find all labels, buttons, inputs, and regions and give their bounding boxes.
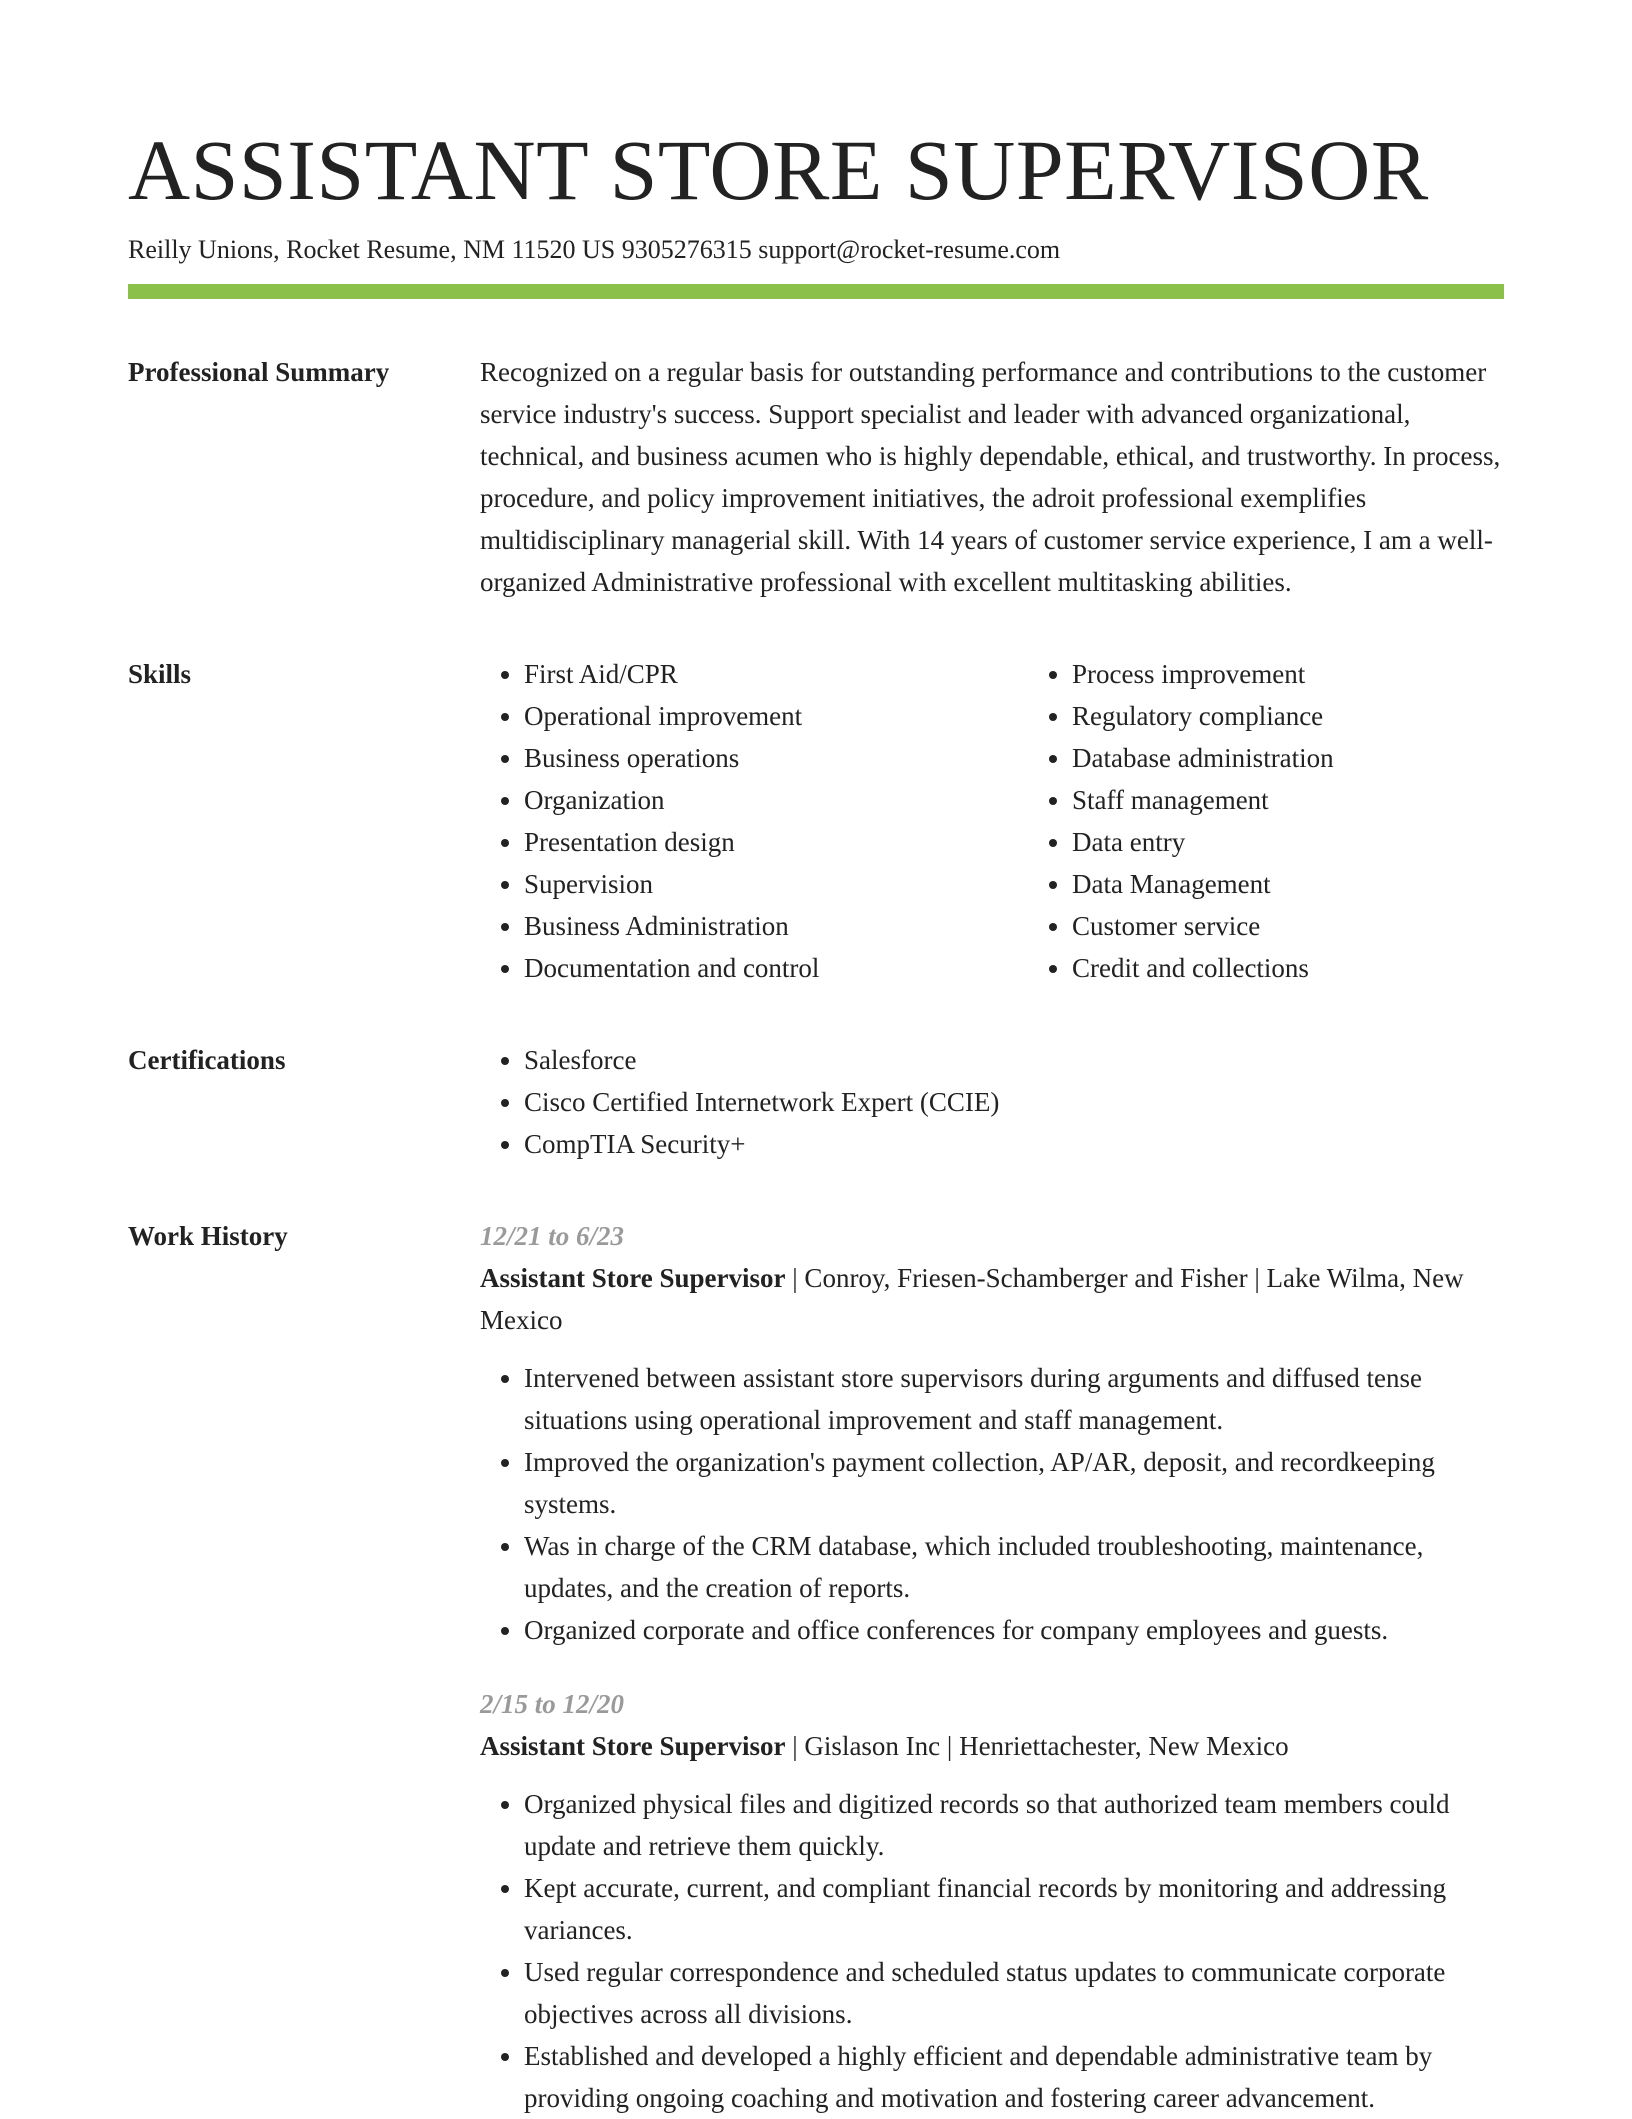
contact-line: Reilly Unions, Rocket Resume, NM 11520 US 9305276315 support@rocket-resume.com [128, 235, 1061, 264]
job-bullet: • Intervened between assistant store supervisors during arguments and diffused tense situations using operational improvement and staff management. [524, 1357, 1504, 1441]
skills-section [128, 653, 1504, 989]
skill-item: • Regulatory compliance [1072, 695, 1504, 737]
job-bullet: • Was in charge of the CRM database, which included troubleshooting, maintenance, updates, and the creation of reports. [524, 1525, 1504, 1609]
skill-item: • Organization [524, 779, 1028, 821]
job-details: | Gislason Inc | Henriettachester, New Mexico [785, 1731, 1289, 1761]
skill-item: • Presentation design [524, 821, 1028, 863]
skill-item: • Process improvement [1072, 653, 1504, 695]
section-label-work-history: Work History [128, 1221, 288, 1251]
certifications-list [480, 1039, 1504, 1165]
job-entry [480, 1215, 1504, 1651]
job-dates: 12/21 to 6/23 [480, 1221, 625, 1251]
skill-item: • Operational improvement [524, 695, 1028, 737]
skill-item: • Customer service [1072, 905, 1504, 947]
job-heading [480, 1257, 1504, 1341]
certification-item: • CompTIA Security+ [524, 1123, 1504, 1165]
section-label-skills: Skills [128, 659, 192, 689]
job-title: Assistant Store Supervisor [480, 1263, 786, 1293]
skill-item: • Business Administration [524, 905, 1028, 947]
skills-list-right [1028, 653, 1504, 989]
job-bullet: • Used regular correspondence and scheduled status updates to communicate corporate objectives across all divisions. [524, 1951, 1504, 2035]
certification-item: • Salesforce [524, 1039, 1504, 1081]
job-title: Assistant Store Supervisor [480, 1731, 786, 1761]
section-label-certifications: Certifications [128, 1045, 286, 1075]
job-details: | Conroy, Friesen-Schamberger and Fisher | Lake Wilma, New Mexico [480, 1263, 1464, 1335]
summary-text: Recognized on a regular basis for outstanding performance and contributions to the customer service industry's success. Support specialist and leader with advanced organizational, technical, and business acumen who is highly dependable, ethical, and trustworthy. In process, procedure, and policy improvement initiatives, the adroit professional exemplifies multidisciplinary managerial skill. With 14 years of customer service experience, I am a well-organized Administrative professional with excellent multitasking abilities. [480, 357, 1501, 597]
job-heading [480, 1725, 1504, 1767]
accent-divider [128, 284, 1504, 299]
work-history-body [480, 1215, 1504, 2119]
job-bullets [480, 1783, 1504, 2119]
section-label-summary: Professional Summary [128, 357, 390, 387]
skill-item: • Documentation and control [524, 947, 1028, 989]
skills-list-left [480, 653, 1028, 989]
skill-item: • Business operations [524, 737, 1028, 779]
skill-item: • Supervision [524, 863, 1028, 905]
skills-grid [480, 653, 1504, 989]
resume-title: ASSISTANT STORE SUPERVISOR [128, 122, 1429, 218]
summary-section [128, 351, 1504, 603]
skill-item: • Staff management [1072, 779, 1504, 821]
work-history-section [128, 1215, 1504, 2119]
skill-item: • Database administration [1072, 737, 1504, 779]
job-bullet: • Organized corporate and office conferences for company employees and guests. [524, 1609, 1504, 1651]
skill-item: • Data Management [1072, 863, 1504, 905]
job-bullet: • Established and developed a highly efficient and dependable administrative team by providing ongoing coaching and motivation and fostering career advancement. [524, 2035, 1504, 2119]
job-bullets [480, 1357, 1504, 1651]
skill-item: • Credit and collections [1072, 947, 1504, 989]
certification-item: • Cisco Certified Internetwork Expert (CCIE) [524, 1081, 1504, 1123]
job-entry [480, 1683, 1504, 2119]
job-dates: 2/15 to 12/20 [480, 1689, 625, 1719]
job-bullet: • Organized physical files and digitized records so that authorized team members could update and retrieve them quickly. [524, 1783, 1504, 1867]
job-bullet: • Kept accurate, current, and compliant financial records by monitoring and addressing variances. [524, 1867, 1504, 1951]
summary-body [480, 351, 1504, 603]
skill-item: • Data entry [1072, 821, 1504, 863]
skill-item: • First Aid/CPR [524, 653, 1028, 695]
job-bullet: • Improved the organization's payment collection, AP/AR, deposit, and recordkeeping systems. [524, 1441, 1504, 1525]
certifications-section [128, 1039, 1504, 1165]
certifications-body [480, 1039, 1504, 1165]
